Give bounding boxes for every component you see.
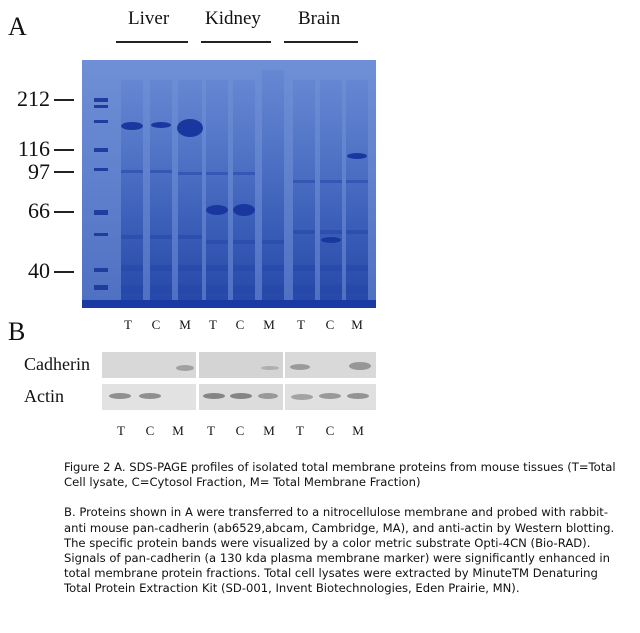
mw-tick-40 [54, 271, 74, 273]
gel-lane-label-4: T [209, 317, 217, 332]
blot-lane-label-1: T [117, 423, 125, 438]
liver-underline [116, 41, 188, 43]
sds-page-gel-image [82, 60, 376, 308]
mw-tick-97 [54, 171, 74, 173]
western-blot-image [102, 352, 376, 412]
mw-tick-66 [54, 211, 74, 213]
mw-marker-97: 97 [28, 159, 50, 184]
kidney-underline [201, 41, 271, 43]
brain-underline [284, 41, 358, 43]
mw-marker-212: 212 [17, 86, 50, 111]
gel-lane-label-9: M [351, 317, 363, 332]
blot-lane-label-8: C [325, 423, 335, 438]
mw-tick-212 [54, 99, 74, 101]
blot-row-label-cadherin: Cadherin [24, 354, 90, 374]
blot-lane-label-6: M [263, 423, 275, 438]
tissue-label-liver: Liver [128, 8, 170, 29]
gel-lane-label-8: C [325, 317, 335, 332]
panel-b-label: B [8, 317, 26, 346]
blot-lane-label-7: T [296, 423, 304, 438]
gel-lane-label-2: C [151, 317, 161, 332]
gel-lane-label-1: T [124, 317, 132, 332]
panel-a-label: A [8, 12, 27, 41]
blot-lane-label-9: M [352, 423, 364, 438]
caption-paragraph-1: Figure 2 A. SDS-PAGE profiles of isolated total membrane proteins from mouse tissues (T=Total Cell lysate, C=Cytosol Fraction, M= Total Membrane Fraction) [64, 460, 616, 490]
blot-lane-label-2: C [145, 423, 155, 438]
blot-lane-label-4: T [207, 423, 215, 438]
blot-lane-label-3: M [172, 423, 184, 438]
mw-tick-116 [54, 149, 74, 151]
mw-marker-66: 66 [28, 198, 50, 223]
tissue-label-kidney: Kidney [205, 8, 261, 29]
caption-paragraph-2: B. Proteins shown in A were transferred to a nitrocellulose membrane and probed with rabbit-anti mouse pan-cadherin (ab6529,abcam, Cambridge, MA), and anti-actin by Western blotting. The specific protein bands were visualized by a color metric substrate Opti-4CN (Bio-RAD). Signals of pan-cadherin (a 130 kda plasma membrane marker) were significantly enhanced in total membrane protein fractions. Total cell lysates were extracted by MinuteTM Denaturing Total Protein Extraction Kit (SD-001, Invent Biotechnologies, Eden Prairie, MN). [64, 505, 615, 596]
gel-lane-label-5: C [235, 317, 245, 332]
mw-marker-116: 116 [17, 136, 50, 161]
gel-lane-label-6: M [263, 317, 275, 332]
gel-lane-label-7: T [297, 317, 305, 332]
blot-lane-label-5: C [235, 423, 245, 438]
mw-marker-40: 40 [28, 258, 50, 283]
tissue-label-brain: Brain [298, 8, 341, 29]
blot-row-label-actin: Actin [24, 386, 64, 406]
gel-lane-label-3: M [179, 317, 191, 332]
figure-caption [64, 460, 624, 612]
